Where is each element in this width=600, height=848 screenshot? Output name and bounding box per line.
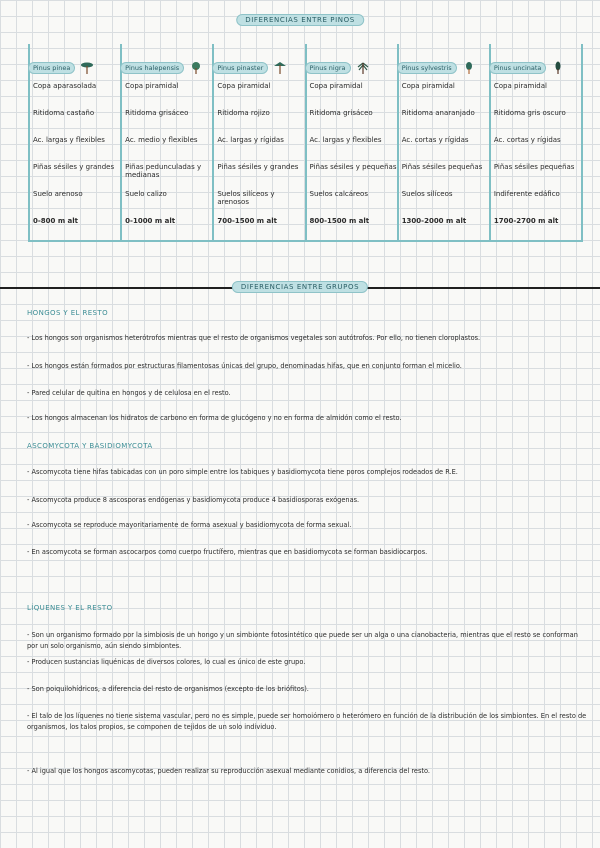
title-pinos: DIFERENCIAS ENTRE PINOS	[236, 14, 364, 26]
cell: Copa piramidal	[401, 82, 455, 90]
pine-tree-icon	[461, 60, 477, 76]
umbrella-pine-icon	[79, 60, 95, 76]
cell: Ritidoma grisáceo	[309, 109, 373, 117]
column-pinea	[30, 44, 122, 240]
list-item: - Ascomycota produce 8 ascosporas endógenas y basidiomycota produce 4 basidiosporas exógenas.	[27, 496, 360, 504]
cell: Indiferente edáfico	[493, 190, 560, 198]
cell: Piñas sésiles pequeñas	[401, 163, 483, 171]
list-item: - En ascomycota se forman ascocarpos como cuerpo fructífero, mientras que en basidiomycota se forman basidiocarpos.	[27, 548, 428, 556]
cell: Piñas sésiles y grandes	[33, 163, 115, 171]
section-heading-hongos: HONGOS Y EL RESTO	[27, 309, 108, 317]
cell: Piñas pedunculadas y medianas	[125, 163, 202, 179]
cell: Ritidoma gris oscuro	[493, 109, 566, 117]
cell: Ac. largas y flexibles	[309, 136, 382, 144]
column-header: Pinus pinaster	[212, 62, 268, 74]
cell: Suelo calizo	[125, 190, 167, 198]
column-halepensis	[122, 44, 214, 240]
cell: 0-1000 m alt	[125, 217, 176, 225]
cell: Ac. largas y rígidas	[217, 136, 284, 144]
cell: Piñas sésiles y pequeñas	[309, 163, 397, 171]
cell: Copa piramidal	[309, 82, 363, 90]
list-item: - Son poiquilohídricos, a diferencia del resto de organismos (excepto de los briófitos).	[27, 685, 309, 693]
list-item: - Pared celular de quitina en hongos y de celulosa en el resto.	[27, 389, 231, 397]
column-header: Pinus nigra	[305, 62, 351, 74]
cell: 1700-2700 m alt	[493, 217, 559, 225]
list-item: - Al igual que los hongos ascomycotas, pueden realizar su reproducción asexual mediante conidios, a diferencia del resto.	[27, 767, 430, 775]
cell: Suelo arenoso	[33, 190, 83, 198]
list-item: - Los hongos son organismos heterótrofos mientras que el resto de organismos vegetales son autótrofos. Por ello, no tienen cloroplastos.	[27, 334, 481, 342]
cell: Ritidoma grisáceo	[125, 109, 189, 117]
cell: Ac. medio y flexibles	[125, 136, 198, 144]
pinos-table	[28, 44, 583, 242]
column-pinaster	[214, 44, 306, 240]
cell: 700-1500 m alt	[217, 217, 277, 225]
column-header: Pinus halepensis	[120, 62, 184, 74]
pine-tree-icon	[550, 60, 566, 76]
cell: Ritidoma castaño	[33, 109, 95, 117]
column-uncinata	[491, 44, 581, 240]
cell: Ritidoma rojizo	[217, 109, 270, 117]
list-item: - Ascomycota tiene hifas tabicadas con un poro simple entre los tabiques y basidiomycota tiene poros complejos rodeados de R.E.	[27, 468, 458, 476]
section-heading-liquenes: LÍQUENES Y EL RESTO	[27, 604, 113, 612]
section-heading-asco: ASCOMYCOTA Y BASIDIOMYCOTA	[27, 442, 153, 450]
list-item: - Los hongos almacenan los hidratos de carbono en forma de glucógeno y no en forma de almidón como el resto.	[27, 414, 402, 422]
cell: Piñas sésiles pequeñas	[493, 163, 575, 171]
list-item: - Producen sustancias liquénicas de diversos colores, lo cual es único de este grupo.	[27, 658, 306, 666]
list-item: - Ascomycota se reproduce mayoritariamente de forma asexual y basidiomycota de forma sexual.	[27, 521, 352, 529]
list-item: - El talo de los líquenes no tiene sistema vascular, pero no es simple, puede ser homoiómero o heterómero en función de la distribución de los simbiontes. En el resto de organismos, los talos propios, se componen de tejidos de un solo individuo.	[27, 712, 587, 731]
cell: Suelos silíceos y arenosos	[217, 190, 275, 206]
cell: Ritidoma anaranjado	[401, 109, 475, 117]
pine-tree-icon	[355, 60, 371, 76]
cell: Copa piramidal	[493, 82, 547, 90]
title-grupos: DIFERENCIAS ENTRE GRUPOS	[232, 281, 368, 293]
cell: Copa piramidal	[125, 82, 179, 90]
cell: Piñas sésiles y grandes	[217, 163, 299, 171]
pine-tree-icon	[272, 60, 288, 76]
column-header: Pinus sylvestris	[397, 62, 457, 74]
list-item: - Los hongos están formados por estructuras filamentosas únicas del grupo, denominadas hifas, que en conjunto forman el micelio.	[27, 362, 462, 370]
cell: Suelos silíceos	[401, 190, 453, 198]
cell: Ac. cortas y rígidas	[493, 136, 561, 144]
column-header: Pinus uncinata	[489, 62, 547, 74]
column-sylvestris	[399, 44, 491, 240]
cell: 1300-2000 m alt	[401, 217, 467, 225]
cell: Ac. cortas y rígidas	[401, 136, 469, 144]
pine-tree-icon	[188, 60, 204, 76]
column-header: Pinus pinea	[28, 62, 75, 74]
list-item: - Son un organismo formado por la simbiosis de un hongo y un simbionte fotosintético que puede ser un alga o una cianobacteria, mientras que el resto se conforman por un solo organismo, aún siendo simbiontes.	[27, 631, 578, 650]
column-nigra	[307, 44, 399, 240]
cell: Suelos calcáreos	[309, 190, 368, 198]
cell: Copa aparasolada	[33, 82, 97, 90]
cell: Copa piramidal	[217, 82, 271, 90]
cell: Ac. largas y flexibles	[33, 136, 105, 144]
cell: 800-1500 m alt	[309, 217, 370, 225]
cell: 0-800 m alt	[33, 217, 79, 225]
